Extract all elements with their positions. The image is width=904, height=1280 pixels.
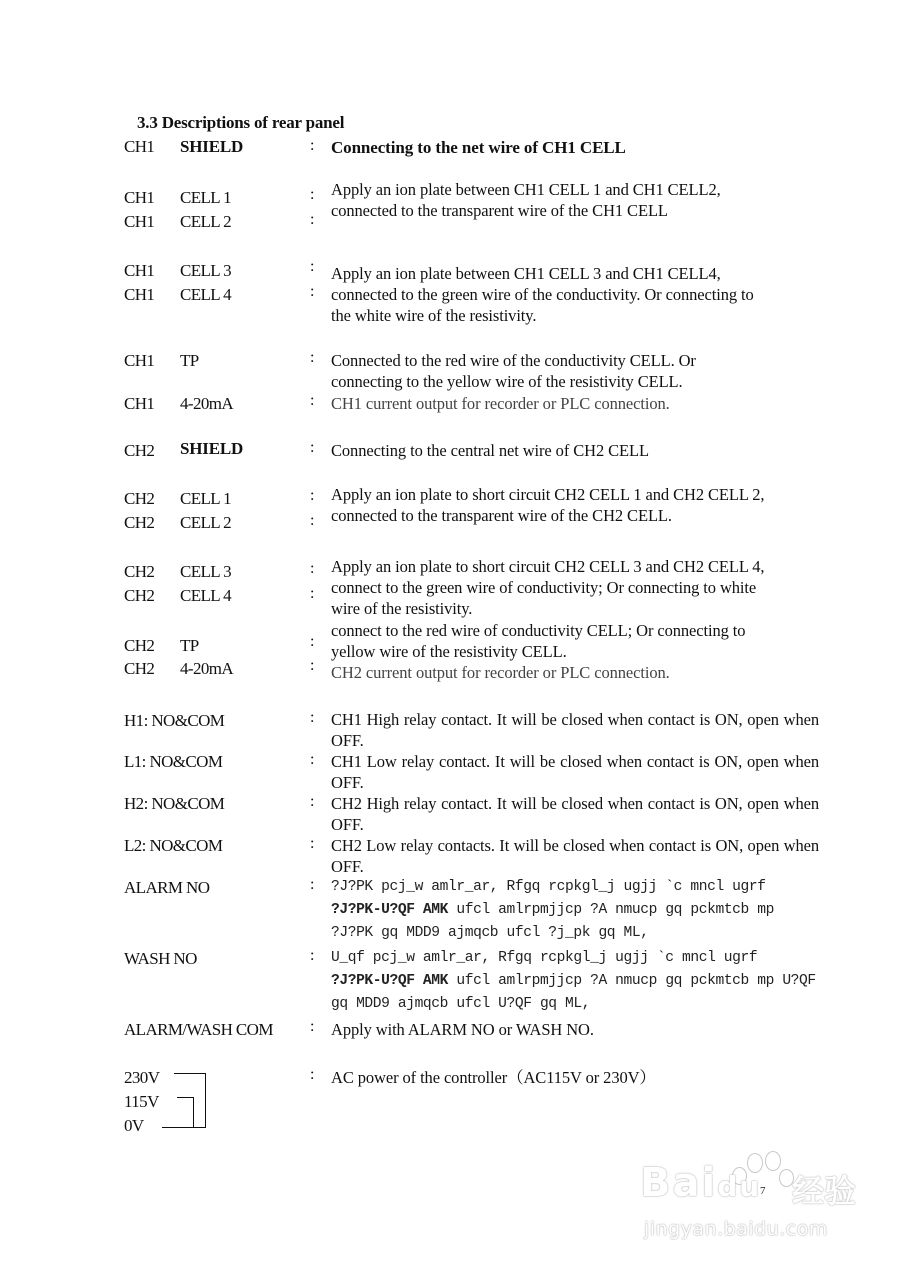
colon: :: [310, 585, 315, 602]
channel-label: CH1: [124, 394, 155, 413]
colon: :: [310, 211, 315, 228]
terminal-label: CELL 1: [180, 489, 232, 508]
watermark-url: jingyan.baidu.com: [644, 1218, 828, 1240]
colon: :: [310, 186, 315, 203]
wire-230v: [174, 1073, 206, 1074]
terminal-label: CELL 3: [180, 261, 232, 280]
channel-label: CH2: [124, 586, 155, 605]
description-line: connected to the transparent wire of the CH2 CELL.: [331, 506, 672, 525]
colon: :: [310, 633, 315, 650]
channel-label: CH2: [124, 489, 155, 508]
description-line: connecting to the yellow wire of the resistivity CELL.: [331, 372, 683, 391]
brand-du: du: [717, 1170, 762, 1203]
wash-no-label: WASH NO: [124, 949, 197, 968]
colon: :: [310, 258, 315, 275]
wire-115v: [177, 1097, 194, 1098]
channel-label: CH2: [124, 659, 155, 678]
wire-0v: [162, 1127, 206, 1128]
description-line: Connected to the red wire of the conductivity CELL. Or: [331, 351, 696, 370]
description: [331, 556, 764, 619]
description-line: connected to the transparent wire of the CH1 CELL: [331, 201, 668, 220]
channel-label: CH1: [124, 261, 155, 280]
description-line: gq MDD9 ajmqcb ufcl U?QF gq ML,: [331, 996, 591, 1012]
bold-term: ?J?PK-U?QF AMK: [331, 902, 449, 918]
colon: :: [310, 512, 315, 529]
description-text: ufcl amlrpmjjcp ?A nmucp gq pckmtcb mp: [448, 902, 774, 918]
description: CH2 current output for recorder or PLC connection.: [331, 663, 670, 682]
description: [331, 350, 696, 392]
alarm-wash-com-label: ALARM/WASH COM: [124, 1020, 273, 1039]
colon: :: [310, 349, 315, 366]
colon: :: [310, 876, 315, 893]
channel-label: CH1: [124, 285, 155, 304]
alarm-no-description: [331, 876, 821, 945]
description-line: wire of the resistivity.: [331, 599, 473, 618]
colon: :: [310, 392, 315, 409]
description-line: connected to the green wire of the conductivity. Or connecting to: [331, 285, 754, 304]
power-label-115v: 115V: [124, 1092, 159, 1111]
description-line: the white wire of the resistivity.: [331, 306, 537, 325]
relay-description: CH1 High relay contact. It will be closed when contact is ON, open when OFF.: [331, 710, 819, 750]
relay-description: CH2 Low relay contacts. It will be closed when contact is ON, open when OFF.: [331, 836, 819, 876]
relay-label: L2: NO&COM: [124, 836, 223, 855]
colon: :: [310, 1066, 315, 1083]
relay-description: CH1 Low relay contact. It will be closed when contact is ON, open when OFF.: [331, 752, 819, 792]
power-description: AC power of the controller（AC115V or 230V）: [331, 1068, 656, 1087]
description: Connecting to the net wire of CH1 CELL: [331, 138, 626, 157]
terminal-label: SHIELD: [180, 137, 244, 156]
bold-term: ?J?PK-U?QF AMK: [331, 973, 449, 989]
power-label-0v: 0V: [124, 1116, 144, 1135]
channel-label: CH2: [124, 513, 155, 532]
terminal-label: CELL 4: [180, 285, 232, 304]
baidu-watermark: [640, 1160, 870, 1260]
description: Connecting to the central net wire of CH2 CELL: [331, 441, 649, 460]
colon: :: [310, 793, 315, 810]
description: [331, 263, 754, 326]
terminal-label: 4-20mA: [180, 394, 234, 413]
colon: :: [310, 487, 315, 504]
colon: :: [310, 439, 315, 456]
description-line: yellow wire of the resistivity CELL.: [331, 642, 567, 661]
terminal-label: SHIELD: [180, 439, 244, 458]
watermark-brand: [640, 1160, 761, 1206]
section-title: 3.3 Descriptions of rear panel: [137, 113, 345, 132]
terminal-label: CELL 3: [180, 562, 232, 581]
channel-label: CH2: [124, 562, 155, 581]
page-number: 7: [760, 1185, 766, 1197]
description: [331, 179, 721, 221]
colon: :: [310, 1018, 315, 1035]
terminal-label: CELL 1: [180, 188, 232, 207]
channel-label: CH1: [124, 351, 155, 370]
channel-label: CH1: [124, 137, 155, 156]
description: [331, 484, 764, 526]
colon: :: [310, 709, 315, 726]
terminal-label: CELL 2: [180, 212, 232, 231]
colon: :: [310, 947, 315, 964]
description-line: U_qf pcj_w amlr_ar, Rfgq rcpkgl_j ugjj `c mncl ugrf: [331, 950, 758, 966]
relay-label: H2: NO&COM: [124, 794, 225, 813]
description-line: ?J?PK pcj_w amlr_ar, Rfgq rcpkgl_j ugjj `c mncl ugrf: [331, 879, 766, 895]
channel-label: CH1: [124, 188, 155, 207]
colon: :: [310, 751, 315, 768]
description-line: Apply an ion plate between CH1 CELL 3 and CH1 CELL4,: [331, 264, 721, 283]
terminal-label: CELL 4: [180, 586, 232, 605]
watermark-cn: 经验: [792, 1172, 857, 1210]
terminal-label: TP: [180, 351, 199, 370]
wire-115v-vertical: [193, 1097, 194, 1128]
alarm-no-label: ALARM NO: [124, 878, 210, 897]
channel-label: CH1: [124, 212, 155, 231]
channel-label: CH2: [124, 636, 155, 655]
terminal-label: 4-20mA: [180, 659, 234, 678]
alarm-wash-com-description: Apply with ALARM NO or WASH NO.: [331, 1020, 594, 1039]
colon: :: [310, 283, 315, 300]
relay-description: CH2 High relay contact. It will be closed when contact is ON, open when OFF.: [331, 794, 819, 834]
colon: :: [310, 657, 315, 674]
relay-label: L1: NO&COM: [124, 752, 223, 771]
description: [331, 620, 745, 662]
description-line: [331, 899, 821, 922]
colon: :: [310, 560, 315, 577]
wash-no-description: [331, 947, 821, 1016]
terminal-label: CELL 2: [180, 513, 232, 532]
description-line: connect to the green wire of conductivity; Or connecting to white: [331, 578, 757, 597]
description-line: Apply an ion plate to short circuit CH2 CELL 1 and CH2 CELL 2,: [331, 485, 765, 504]
power-label-230v: 230V: [124, 1068, 160, 1087]
description-line: ?J?PK gq MDD9 ajmqcb ufcl ?j_pk gq ML,: [331, 925, 649, 941]
colon: :: [310, 137, 315, 154]
description-line: Apply an ion plate between CH1 CELL 1 and CH1 CELL2,: [331, 180, 721, 199]
wire-230v-vertical: [205, 1073, 206, 1128]
brand-bai: Bai: [640, 1160, 718, 1206]
channel-label: CH2: [124, 441, 155, 460]
paw-toe-icon: [766, 1152, 780, 1170]
relay-label: H1: NO&COM: [124, 711, 225, 730]
description-line: connect to the red wire of conductivity CELL; Or connecting to: [331, 621, 746, 640]
description-line: [331, 970, 821, 993]
description-text: ufcl amlrpmjjcp ?A nmucp gq pckmtcb mp U?QF: [448, 973, 816, 989]
description-line: Apply an ion plate to short circuit CH2 CELL 3 and CH2 CELL 4,: [331, 557, 765, 576]
colon: :: [310, 835, 315, 852]
terminal-label: TP: [180, 636, 199, 655]
description: CH1 current output for recorder or PLC connection.: [331, 394, 670, 413]
